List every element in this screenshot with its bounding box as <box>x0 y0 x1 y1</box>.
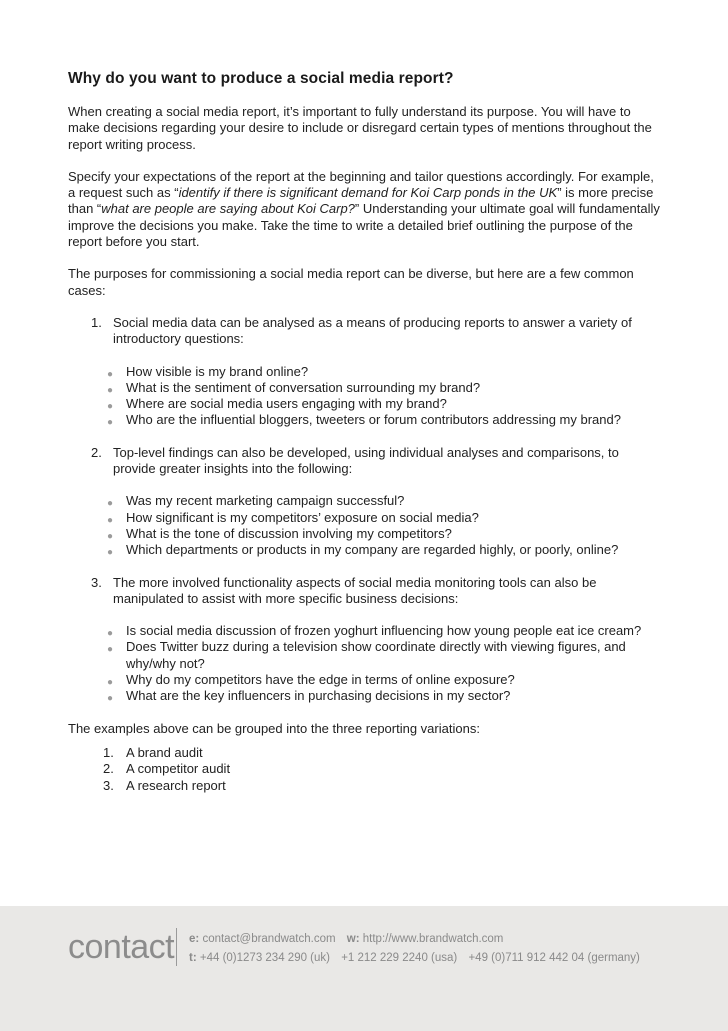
case-number: 2. <box>91 444 102 460</box>
bullet-icon: ● <box>107 401 114 413</box>
contact-details <box>189 930 640 968</box>
text-segment: ” Understanding your ultimate goal will fundamentally improve the decisions you make. Take the time to write a detailed brief outlining the purpose of the report before you start. <box>68 201 660 250</box>
variation-number: 3. <box>103 777 114 793</box>
list-item: ● How visible is my brand online? <box>113 364 660 380</box>
bullet-icon: ● <box>107 384 114 396</box>
list-item: ● Which departments or products in my company are regarded highly, or poorly, online? <box>113 542 660 558</box>
case-text: Top-level findings can also be developed, using individual analyses and comparisons, to provide greater insights into the following: <box>113 444 619 477</box>
case-text: The more involved functionality aspects of social media monitoring tools can also be manipulated to assist with more specific business decisions: <box>113 574 597 606</box>
bullet-icon: ● <box>107 417 114 429</box>
web-link[interactable]: http://www.brandwatch.com <box>362 933 504 945</box>
case-list <box>68 315 660 705</box>
case-text: Social media data can be analysed as a means of producing reports to answer a variety of introductory questions: <box>113 314 632 347</box>
email-label: e: <box>189 933 200 945</box>
purposes-paragraph: The purposes for commissioning a social media report can be diverse, but here are a few common cases: <box>68 266 634 298</box>
bullet-icon: ● <box>107 530 114 542</box>
italic-example-2: what are people are saying about Koi Carp? <box>101 201 355 217</box>
contact-line-2 <box>189 949 640 968</box>
variations-list <box>68 745 660 794</box>
bullet-list <box>107 623 660 705</box>
bullet-list <box>107 363 660 429</box>
list-item: ● Was my recent marketing campaign successful? <box>113 493 660 509</box>
list-item: 3. A research report <box>103 777 226 793</box>
case-item <box>68 445 660 559</box>
list-item: ● Where are social media users engaging with my brand? <box>113 396 660 412</box>
list-item: ● Why do my competitors have the edge in terms of online exposure? <box>113 672 660 688</box>
bullet-icon: ● <box>107 498 114 510</box>
page-title: Why do you want to produce a social media report? <box>68 70 454 87</box>
web-label: w: <box>346 933 360 945</box>
italic-example-1: identify if there is significant demand for Koi Carp ponds in the UK <box>178 185 558 201</box>
tel-uk: +44 (0)1273 234 290 (uk) <box>199 952 330 964</box>
footer-divider <box>176 928 177 966</box>
expectations-paragraph <box>68 169 660 250</box>
text-segment: ” is more precise than “ <box>68 185 654 217</box>
contact-line-1 <box>189 930 640 949</box>
list-item: ● Is social media discussion of frozen yoghurt influencing how young people eat ice cream? <box>113 623 660 639</box>
text-segment: Specify your expectations of the report at the beginning and tailor questions accordingly. For example, a request such as “ <box>68 168 654 201</box>
email-link[interactable]: contact@brandwatch.com <box>202 933 336 945</box>
tel-usa: +1 212 229 2240 (usa) <box>341 952 458 964</box>
list-item: 1. A brand audit <box>103 744 203 760</box>
bullet-icon: ● <box>107 628 114 640</box>
list-item: ● How significant is my competitors’ exposure on social media? <box>113 510 660 526</box>
tel-germany: +49 (0)711 912 442 04 (germany) <box>468 952 640 964</box>
contact-footer <box>0 906 728 1031</box>
bullet-icon: ● <box>107 514 114 526</box>
bullet-icon: ● <box>107 677 114 689</box>
tel-label: t: <box>189 952 197 964</box>
list-item: 2. A competitor audit <box>103 761 231 777</box>
case-number: 3. <box>91 574 102 590</box>
case-number: 1. <box>91 314 102 330</box>
document-body <box>68 70 660 794</box>
list-item: ● What is the sentiment of conversation surrounding my brand? <box>113 380 660 396</box>
bullet-list <box>107 493 660 559</box>
bullet-icon: ● <box>107 644 114 656</box>
variations-intro: The examples above can be grouped into the three reporting variations: <box>68 720 480 736</box>
bullet-icon: ● <box>107 547 114 559</box>
bullet-icon: ● <box>107 693 114 705</box>
case-item <box>68 575 660 705</box>
case-item <box>68 315 660 429</box>
list-item: ● What are the key influencers in purchasing decisions in my sector? <box>113 688 660 704</box>
bullet-icon: ● <box>107 368 114 380</box>
list-item: ● Who are the influential bloggers, tweeters or forum contributors addressing my brand? <box>113 412 660 428</box>
list-item: ● What is the tone of discussion involving my competitors? <box>113 526 660 542</box>
list-item: ● Does Twitter buzz during a television show coordinate directly with viewing figures, and why/why not? <box>107 639 626 671</box>
intro-paragraph: When creating a social media report, it’s important to fully understand its purpose. You will have to make decisions regarding your desire to include or disregard certain types of mentions throughout the report writing process. <box>68 104 652 152</box>
variation-number: 1. <box>103 744 114 760</box>
variation-number: 2. <box>103 761 114 777</box>
contact-logo: contact <box>68 928 175 966</box>
